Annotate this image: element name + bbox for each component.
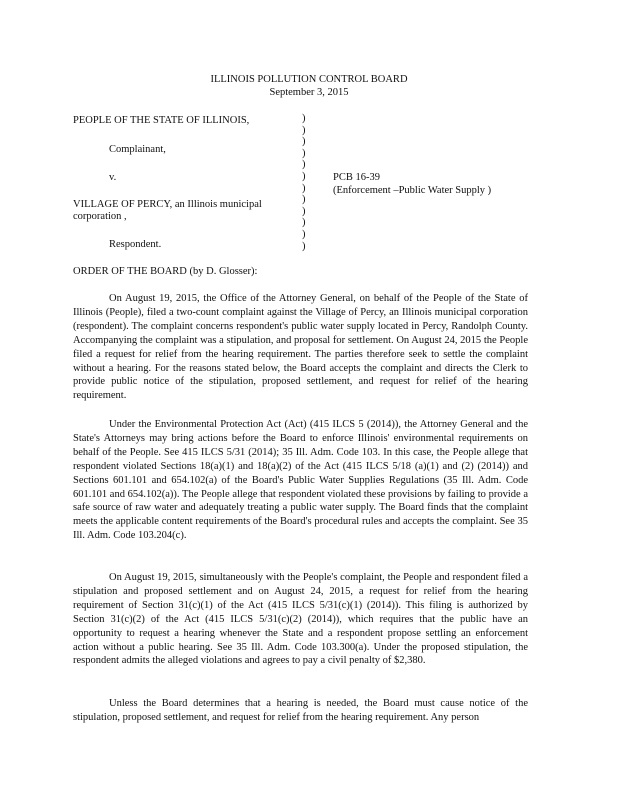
- caption-paren: ): [302, 205, 306, 217]
- defendant-name-line1: VILLAGE OF PERCY, an Illinois municipal: [73, 199, 262, 210]
- caption-parentheses: [302, 113, 310, 252]
- versus-label: v.: [109, 172, 117, 183]
- caption-paren: ): [302, 194, 306, 206]
- case-number: PCB 16-39: [333, 172, 380, 183]
- caption-paren: ): [302, 217, 306, 229]
- caption-paren: ): [302, 136, 306, 148]
- caption-paren: ): [302, 124, 306, 136]
- body-paragraph-2: Under the Environmental Protection Act (Act) (415 ILCS 5 (2014)), the Attorney General and the State's Attorneys may bring actions before the Board to enforce Illinois' environmental requirements on behalf of the People. See 415 ILCS 5/31 (2014); 35 Ill. Adm. Code 103. In this case, the People allege that respondent violated Sections 18(a)(1) and 18(a)(2) of the Act (415 ILCS 5/18 (a)(1) and (2) (2014)) and Sections 601.101 and 654.102(a) of the Board's Public Water Supplies Regulations (35 Ill. Adm. Code 601.101 and 654.102(a)). The People allege that respondent violated these provisions by failing to provide a safe source of raw water and adequately treating a public water supply. The Board finds that the complaint meets the applicable content requirements of the Board's procedural rules and accepts the complaint. See 35 Ill. Adm. Code 103.204(c).: [73, 419, 528, 542]
- caption-paren: ): [302, 147, 306, 159]
- caption-paren: ): [302, 182, 306, 194]
- respondent-label: Respondent.: [109, 239, 162, 250]
- caption-paren: ): [302, 159, 306, 171]
- body-paragraph-1: On August 19, 2015, the Office of the Attorney General, on behalf of the People of the State of Illinois (People), filed a two-count complaint against the Village of Percy, an Illinois municipal corporation (respondent). The complaint concerns respondent's public water supply located in Percy, Randolph County. Accompanying the complaint was a stipulation, and proposal for settlement. On August 24, 2015 the People filed a request for relief from the hearing requirement. The parties therefore seek to settle the complaint without a hearing. For the reasons stated below, the Board accepts the complaint and directs the Clerk to provide public notice of the stipulation, proposed settlement, and request for relief of the hearing requirement.: [73, 293, 528, 402]
- caption-paren: ): [302, 240, 306, 252]
- body-paragraph-4: Unless the Board determines that a hearing is needed, the Board must cause notice of the stipulation, proposed settlement, and request for relief from the hearing requirement. Any person: [73, 698, 528, 723]
- caption-paren: ): [302, 113, 306, 124]
- board-name: ILLINOIS POLLUTION CONTROL BOARD: [210, 74, 408, 85]
- body-paragraph-3: On August 19, 2015, simultaneously with the People's complaint, the People and respondent filed a stipulation and proposed settlement and on August 24, 2015, a request for relief from the hearing requirement of Section 31(c)(1) of the Act (415 ILCS 5/31(c)(1) (2014)). This filing is authorized by Section 31(c)(2) of the Act (415 ILCS 5/31(c)(2) (2014)), which requires that the public have an opportunity to request a hearing whenever the State and a respondent propose settling an enforcement action without a public hearing. See 35 Ill. Adm. Code 103.300(a). Under the proposed stipulation, the respondent admits the alleged violations and agrees to pay a civil penalty of $2,380.: [73, 572, 528, 667]
- case-type: (Enforcement –Public Water Supply ): [333, 185, 492, 196]
- caption-paren: ): [302, 228, 306, 240]
- plaintiff-name: PEOPLE OF THE STATE OF ILLINOIS,: [73, 115, 250, 126]
- caption-paren: ): [302, 170, 306, 182]
- order-date: September 3, 2015: [269, 87, 349, 98]
- order-heading: ORDER OF THE BOARD (by D. Glosser):: [73, 266, 258, 277]
- complainant-label: Complainant,: [109, 144, 166, 155]
- defendant-name-line2: corporation ,: [73, 211, 127, 222]
